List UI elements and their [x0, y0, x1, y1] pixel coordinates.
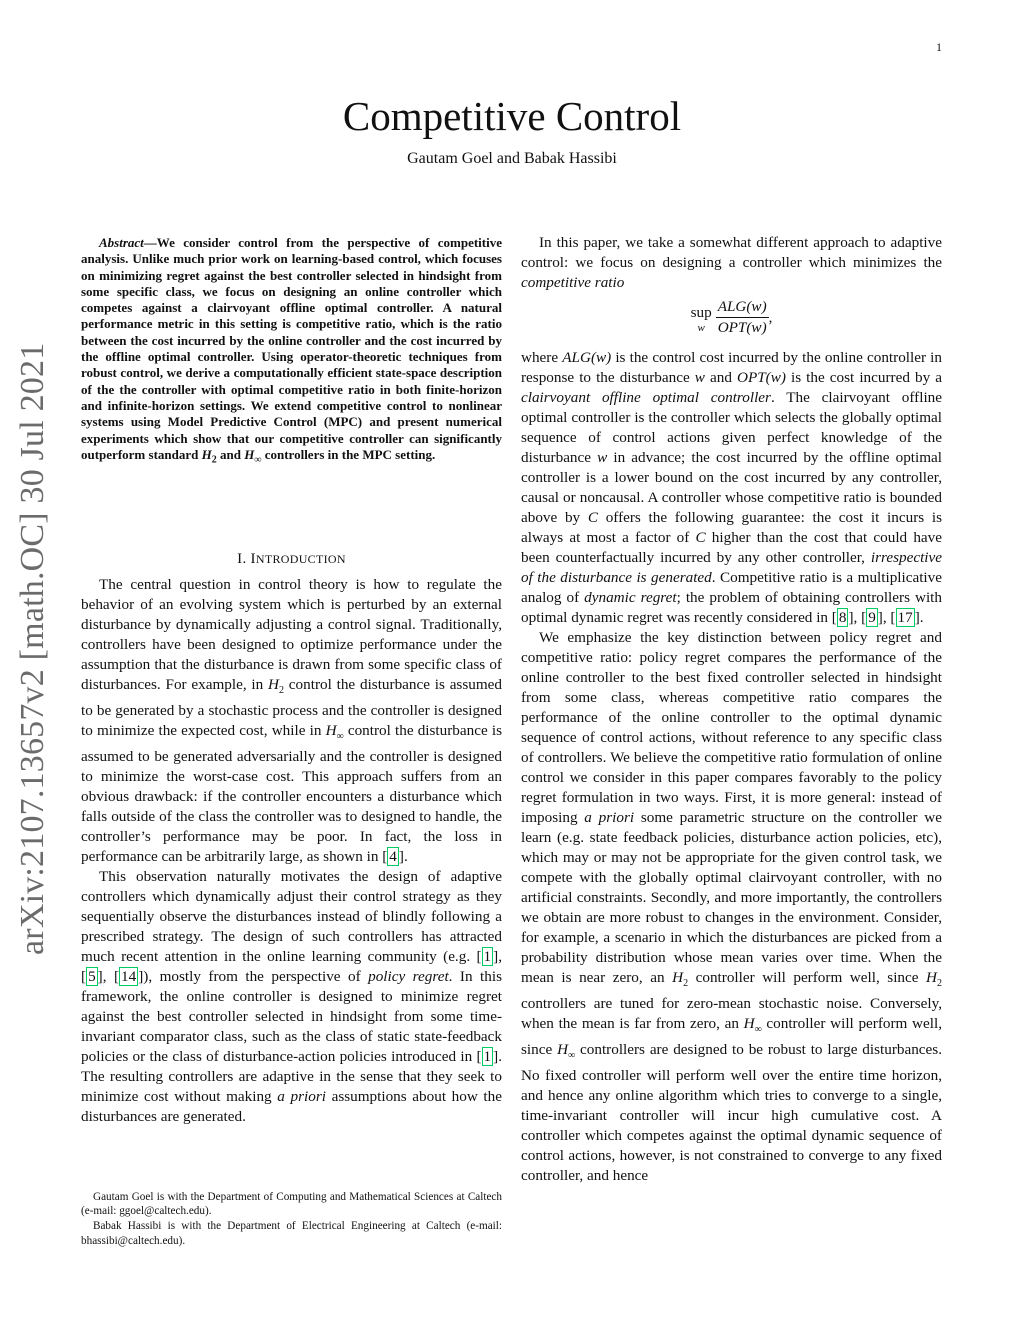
abstract-tail: controllers in the MPC setting. — [261, 446, 436, 462]
citation-link[interactable]: 1 — [483, 948, 492, 966]
intro-p1-text-a: The central question in control theory is how to regulate the behavior of an evolving system which is perturbed by an external disturbance by dynamically adjusting a control signal. Traditionally, controllers have been designed to optimize performance under the assumption that the disturbance is drawn from some specific class of disturbances. For example, in — [81, 576, 502, 693]
intro-p1-h2-sub: 2 — [279, 685, 285, 697]
competitive-ratio-equation — [521, 297, 942, 338]
right-p2-text-d: controllers are tuned for zero-mean stochastic noise. Conversely, when the mean is far from zero, an — [521, 995, 942, 1033]
equation-denominator: OPT(w) — [717, 319, 767, 336]
right-p2-hinfb: H — [557, 1041, 569, 1059]
abstract — [81, 235, 502, 469]
abstract-and: and — [216, 446, 245, 462]
right-p1-em3: irrespective of the disturbance is generated — [521, 549, 942, 586]
intro-p1-text-c: control the disturbance is assumed to be generated adversarially and the controller is designed to minimize the worst-case cost. This approach suffers from an obvious drawback: if the controller encounters a disturbance which falls outside of the class the controller was to designed to handle, the controller’s performance may be poor. In fact, the loss in performance can be arbitrarily large, as shown in [ — [81, 722, 502, 866]
right-p2-text-b: some parametric structure on the controller we learn (e.g. state feedback policies, disturbance action policies, etc), which may or may not be appropriate for the given control task, we compete with the globally optimal clairvoyant controller, with no artificial constraints. Secondly, and more importantly, the controllers we obtain are more robust to changes in the environment. Consider, for example, a scenario in which the disturbances are picked from a probability distribution whose mean varies over time. When the mean is near zero, an — [521, 809, 942, 986]
intro-p2-sep1: ], [ — [81, 948, 502, 986]
right-p2-h2b-sub: 2 — [937, 978, 942, 990]
citation-link[interactable]: 8 — [838, 609, 847, 626]
equation-tail: , — [768, 308, 773, 326]
intro-p1-hinf: H — [325, 722, 337, 740]
intro-p1-h2: H — [268, 676, 280, 693]
right-p2-hinf: H — [743, 1015, 755, 1033]
right-p2-text-f: controllers are designed to be robust to large disturbances. No fixed controller will perform well over the entire time horizon, and hence any online algorithm which tries to converge to a single, time-invariant controller will incur high cumulative cost. A controller which competes against the optimal dynamic sequence of control actions, however, is not constrained to converge to any fixed controller, and hence — [521, 1041, 942, 1185]
right-p1-c2: C — [695, 529, 706, 546]
right-p1-text-d: and — [704, 369, 737, 386]
right-p2-hinf-sub: ∞ — [754, 1024, 762, 1036]
right-p1-em: competitive ratio — [521, 274, 625, 291]
right-p1-w2: w — [597, 449, 608, 466]
section-heading — [81, 551, 502, 568]
right-p1-alg: ALG(w) — [562, 349, 612, 366]
right-p1-text-g: in advance; the cost incurred by the offline optimal controller is a lower bound on the cost incurred by any controller, causal or noncausal. A controller whose competitive ratio is bounded above by — [521, 449, 942, 526]
right-paragraph-2 — [521, 628, 942, 1186]
equation-sup — [691, 303, 712, 333]
equation-sup-label: sup — [690, 303, 712, 321]
footnote-1: Gautam Goel is with the Department of Computing and Mathematical Sciences at Caltech (e-mail: ggoel@caltech.edu). — [81, 1191, 502, 1218]
citation-link[interactable]: 1 — [483, 1048, 492, 1066]
section-name: NTRODUCTION — [255, 552, 346, 566]
right-p1-sep2: ], [ — [877, 609, 896, 626]
right-p1-text-k: ; the problem of obtaining controllers with optimal dynamic regret was recently considered in [ — [521, 589, 942, 626]
right-p2-h2b: H — [926, 969, 937, 986]
abstract-hinf: H — [244, 446, 255, 462]
right-p1-c1: C — [587, 509, 598, 526]
right-p2-h2-sub: 2 — [683, 978, 689, 990]
right-p2-text-c: controller will perform well, since — [688, 969, 927, 986]
right-p1-text-e: is the cost incurred by a — [785, 369, 942, 386]
intro-p2-text-e: assumptions about how the disturbances are generated. — [81, 1088, 502, 1126]
section-numeral: I. I — [237, 551, 256, 567]
abstract-dash: — — [143, 235, 157, 250]
arxiv-stamp: arXiv:2107.13657v2 [math.OC] 30 Jul 2021 — [14, 342, 51, 955]
intro-p2-sep2: ], [ — [97, 968, 120, 986]
intro-body — [81, 575, 502, 1127]
page-number: 1 — [936, 40, 942, 54]
right-p2-h2: H — [672, 969, 684, 986]
right-p1-text-a: In this paper, we take a somewhat different approach to adaptive control: we focus on designing a controller which minimizes the — [521, 234, 942, 271]
citation-link[interactable]: 5 — [88, 968, 96, 986]
abstract-hinf-sub: ∞ — [254, 454, 262, 466]
right-p2-hinfb-sub: ∞ — [568, 1050, 576, 1062]
right-p1-w: w — [694, 369, 705, 386]
equation-numerator: ALG(w) — [716, 297, 769, 318]
right-p1-text-h: offers the following guarantee: the cost it incurs is always at most a factor of — [521, 509, 943, 546]
citation-link[interactable]: 14 — [121, 968, 137, 986]
right-paragraph-1-cont — [521, 348, 942, 628]
intro-p2-text-c: . In this framework, the online controller is designed to minimize regret against the best controller selected in hindsight from some time-invariant comparator class, such as the class of static state-feedback policies or the class of disturbance-action policies introduced in [ — [81, 968, 502, 1066]
right-p1-em4: dynamic regret — [584, 589, 677, 606]
right-p2-text-e: controller will perform well, since — [521, 1015, 942, 1059]
intro-p2-text-a: This observation naturally motivates the design of adaptive controllers which dynamically adjust their control strategy as they sequentially observe the disturbances instead of blindly following a prescribed strategy. The design of such controllers has attracted much recent attention in the online learning community (e.g. [ — [81, 868, 502, 966]
paper-authors: Gautam Goel and Babak Hassibi — [407, 150, 617, 167]
citation-link[interactable]: 9 — [868, 609, 876, 626]
abstract-text: We consider control from the perspective of competitive analysis. Unlike much prior work on learning-based control, which focuses on minimizing regret against the best controller selected in hindsight from some specific class, we focus on designing an online controller which competes against a clairvoyant offline optimal controller. A natural performance metric in this setting is competitive ratio, which is the ratio between the cost incurred by the online controller and the cost incurred by the offline optimal controller. Using operator-theoretic techniques from robust control, we derive a computationally efficient state-space description of the the controller with optimal competitive ratio in both finite-horizon and infinite-horizon settings. We extend competitive control to nonlinear systems using Model Predictive Control (MPC) and present numerical experiments which show that our competitive controller can significantly outperform standard — [81, 235, 502, 462]
right-p1-sep1: ], [ — [848, 609, 867, 626]
abstract-h2: H — [201, 446, 212, 462]
intro-p2-text-b: ]), mostly from the perspective of — [138, 968, 369, 986]
footnote-2: Babak Hassibi is with the Department of Electrical Engineering at Caltech (e-mail: bhassibi@caltech.edu). — [81, 1220, 502, 1247]
intro-p2-em: policy regret — [368, 968, 449, 986]
equation-fraction — [716, 297, 769, 338]
intro-p2-em2: a priori — [277, 1088, 326, 1106]
intro-paragraph-1 — [81, 575, 502, 867]
equation-sup-sub: w — [697, 321, 705, 334]
right-p2-em: a priori — [584, 809, 635, 826]
right-p1-text-j: . Competitive ratio is a multiplicative analog of — [521, 569, 942, 606]
right-p1-text-c: is the control cost incurred by the online controller in response to the disturbance — [521, 349, 942, 386]
right-p1-text-i: higher than the cost that could have been counterfactually incurred by any other controller, — [521, 529, 942, 566]
intro-p2-text-d: ]. The resulting controllers are adaptive in the sense that they seek to minimize cost without making — [81, 1048, 502, 1106]
intro-paragraph-2 — [81, 867, 502, 1127]
right-column-body — [521, 233, 942, 1186]
citation-link[interactable]: 17 — [897, 609, 913, 626]
paper-title: Competitive Control — [342, 93, 682, 139]
right-p1-opt: OPT(w) — [736, 369, 786, 386]
footnotes — [81, 1190, 502, 1249]
intro-p1-text-b: control the disturbance is assumed to be generated by a stochastic process and the controller is designed to minimize the expected cost, while in — [81, 676, 502, 740]
citation-link[interactable]: 4 — [389, 848, 397, 866]
abstract-label: Abstract — [99, 235, 144, 250]
abstract-h2-sub: 2 — [211, 454, 217, 466]
intro-p1-text-d: ]. — [398, 848, 408, 866]
right-p2-text-a: We emphasize the key distinction between policy regret and competitive ratio: policy regret compares the performance of the online controller to the best fixed controller selected in hindsight from some class, whereas competitive ratio compares the performance of the online controller to the optimal dynamic sequence of control actions, without reference to any specific class of controllers. We believe the competitive ratio formulation of online control we consider in this paper compares favorably to the policy regret formulation in two ways. First, it is more general: instead of imposing — [521, 629, 942, 826]
right-p1-text-f: . The clairvoyant offline optimal controller is the controller which selects the globally optimal sequence of control actions given perfect knowledge of the disturbance — [521, 389, 942, 466]
right-p1-em2: clairvoyant offline optimal controller — [521, 389, 771, 406]
intro-p1-hinf-sub: ∞ — [336, 731, 344, 743]
right-p1-text-l: ]. — [914, 609, 924, 626]
right-paragraph-1-intro — [521, 233, 942, 293]
right-p1-text-b: where — [521, 349, 563, 366]
